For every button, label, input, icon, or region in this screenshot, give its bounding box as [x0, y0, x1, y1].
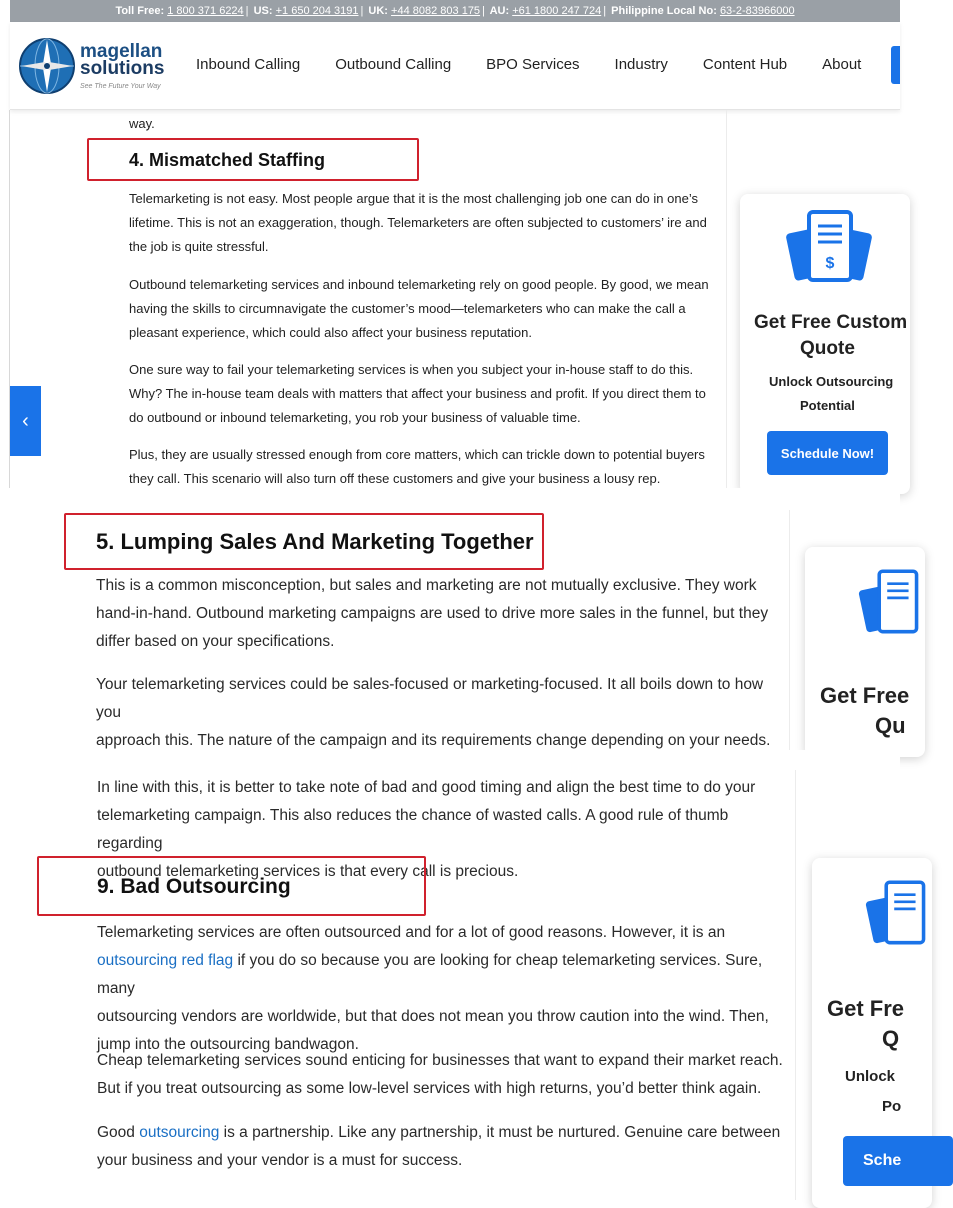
quote-document-icon [784, 208, 874, 292]
paragraph [129, 358, 719, 430]
text-line: differ based on your specifications. [96, 633, 335, 650]
column-divider [726, 110, 727, 488]
uk-label: UK: [368, 5, 388, 17]
slice-gap [0, 750, 900, 770]
text-line: lifetime. This is not an exaggeration, though. Telemarketers are often subjected to customers’ ire and [129, 215, 707, 230]
toll-free-label: Toll Free: [115, 5, 165, 17]
text-line: hand-in-hand. Outbound marketing campaigns are used to drive more sales in the funnel, but they [96, 605, 769, 622]
section-heading-mismatched-staffing: 4. Mismatched Staffing [129, 150, 326, 170]
nav-outbound-calling[interactable]: Outbound Calling [335, 56, 452, 73]
text-line: This is a common misconception, but sales and marketing are not mutually exclusive. They work [96, 577, 757, 594]
slide-prev-button[interactable] [10, 386, 41, 456]
au-label: AU: [489, 5, 510, 17]
text-line [97, 1119, 797, 1147]
text-span: if you do so because you are looking for cheap telemarketing services. Sure, many [97, 952, 763, 997]
main-nav [196, 56, 861, 73]
paragraph [97, 919, 797, 1059]
text-line: the job is quite stressful. [129, 239, 269, 254]
quote-card-title-line1: Get Free Custom [754, 312, 908, 333]
column-divider [789, 510, 790, 750]
text-line: Why? The in-house team deals with matters that affect your business and profit. If you direct them to [129, 386, 706, 401]
text-line: your business and your vendor is a must for success. [97, 1152, 463, 1169]
quote-card-title-line2: Q [882, 1026, 900, 1051]
text-line: Telemarketing services are often outsourced and for a lot of good reasons. However, it is an [97, 924, 726, 941]
text-line: telemarketing campaign. This also reduces the chance of wasted calls. A good rule of thumb regarding [97, 807, 729, 852]
paragraph [129, 443, 719, 491]
paragraph [129, 187, 719, 259]
logo-wordmark [80, 43, 164, 77]
nav-about[interactable]: About [822, 56, 862, 73]
text-line: jump into the outsourcing bandwagon. [97, 1036, 359, 1053]
quote-card-title-line1: Get Fre [827, 996, 905, 1021]
quote-card [740, 194, 910, 494]
toll-free-link[interactable]: 1 800 371 6224 [167, 5, 244, 17]
paragraph [96, 671, 786, 755]
quote-document-icon [864, 876, 944, 956]
quote-card [812, 858, 932, 1208]
nav-content-hub[interactable]: Content Hub [702, 56, 788, 73]
text-line: One sure way to fail your telemarketing services is when you subject your in-house staff to do this. [129, 362, 694, 377]
chevron-left-icon: ‹ [22, 409, 29, 432]
text-line: outsourcing vendors are worldwide, but that does not mean you throw caution into the wind. Then, [97, 1008, 769, 1025]
quote-card-subtitle-line2: Po [882, 1098, 902, 1115]
compass-globe-icon [18, 37, 76, 95]
uk-phone-link[interactable]: +44 8082 803 175 [391, 5, 481, 17]
schedule-now-button[interactable]: Sche [843, 1136, 953, 1186]
schedule-now-button[interactable]: Schedule Now! [767, 431, 888, 475]
paragraph [97, 1119, 797, 1175]
quote-card-subtitle-line2: Potential [800, 398, 855, 413]
paragraph [97, 1047, 797, 1103]
text-line: Your telemarketing services could be sales-focused or marketing-focused. It all boils down to how you [96, 676, 764, 721]
text-span: Good [97, 1124, 140, 1141]
header-cta-button[interactable] [891, 46, 900, 84]
nav-bpo-services[interactable]: BPO Services [486, 56, 580, 73]
us-label: US: [253, 5, 273, 17]
quote-document-icon [857, 565, 937, 645]
text-line: Outbound telemarketing services and inbound telemarketing rely on good people. By good, we mean [129, 277, 709, 292]
text-line: Telemarketing is not easy. Most people argue that it is the most challenging job one can do in one’s [129, 191, 698, 206]
paragraph [96, 572, 786, 656]
text-line [97, 947, 797, 1003]
svg-text:$: $ [825, 255, 835, 272]
text-line: Cheap telemarketing services sound enticing for businesses that want to expand their market reach. [97, 1052, 783, 1069]
outsourcing-link[interactable]: outsourcing [139, 1124, 220, 1141]
quote-card-subtitle-line1: Unlock [845, 1068, 896, 1085]
section-heading-lumping-sales: 5. Lumping Sales And Marketing Together [96, 529, 534, 554]
ph-phone-link[interactable]: 63-2-83966000 [719, 5, 795, 17]
text-line: they call. This scenario will also turn off these customers and give your business a lousy rep. [129, 471, 661, 486]
text-line: Plus, they are usually stressed enough from core matters, which can trickle down to potential buyers [129, 447, 705, 462]
section-heading-bad-outsourcing: 9. Bad Outsourcing [97, 875, 291, 898]
logo-line1: magellan [80, 41, 163, 62]
text-line: having the skills to circumnavigate the customer’s mood—telemarketers who can make the call a [129, 301, 686, 316]
text-line: But if you treat outsourcing as some low-level services with high returns, you’d better think again. [97, 1080, 762, 1097]
contact-bar: Toll Free: 1 800 371 6224 | US: +1 650 204 3191 | UK: +44 8082 803 175 | AU: +61 1800 247 724 | Philippine Local No: 63-2-83966000 [10, 0, 900, 22]
text-fragment: way. [129, 116, 155, 131]
ph-label: Philippine Local No: [611, 5, 717, 17]
quote-card-title-line2: Qu [875, 713, 906, 738]
text-line: pleasant experience, which could also affect your business reputation. [129, 325, 533, 340]
text-line: outbound telemarketing services is that every call is precious. [97, 863, 519, 880]
au-phone-link[interactable]: +61 1800 247 724 [512, 5, 602, 17]
logo-line2: solutions [80, 58, 165, 79]
quote-card [805, 547, 925, 757]
site-header [10, 22, 900, 110]
text-line: approach this. The nature of the campaign and its requirements change depending on your needs. [96, 732, 771, 749]
quote-card-title-line2: Quote [800, 338, 855, 359]
paragraph [129, 273, 719, 345]
quote-card-subtitle-line1: Unlock Outsourcing [769, 374, 894, 389]
nav-industry[interactable]: Industry [614, 56, 668, 73]
text-line: do outbound or inbound telemarketing, you rob your business of valuable time. [129, 410, 581, 425]
text-span: is a partnership. Like any partnership, it must be nurtured. Genuine care between [219, 1124, 781, 1141]
us-phone-link[interactable]: +1 650 204 3191 [275, 5, 359, 17]
nav-inbound-calling[interactable]: Inbound Calling [196, 56, 301, 73]
outsourcing-red-flag-link[interactable]: outsourcing red flag [97, 952, 234, 969]
column-divider [795, 770, 796, 1200]
text-line: In line with this, it is better to take note of bad and good timing and align the best time to do your [97, 779, 756, 796]
quote-card-title-line1: Get Free [820, 683, 910, 708]
logo-tagline: See The Future Your Way [80, 83, 161, 90]
site-logo[interactable] [18, 37, 178, 97]
